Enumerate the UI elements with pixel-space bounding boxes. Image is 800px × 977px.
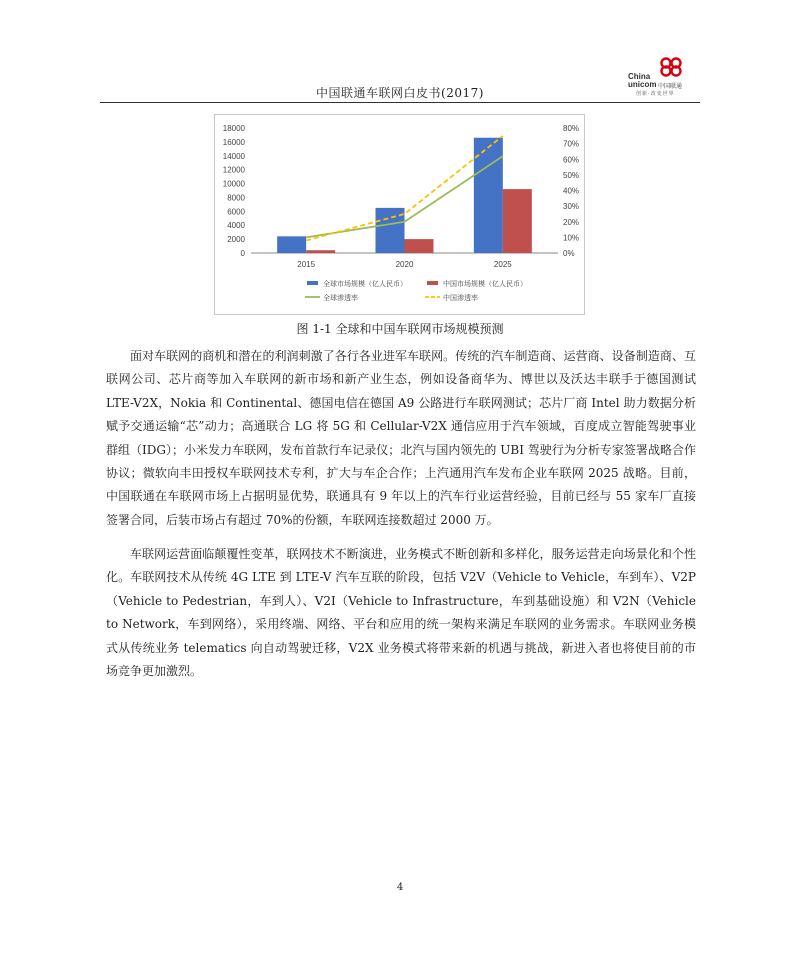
bar-china-2020 (405, 239, 434, 253)
y-tick-label: 12000 (222, 165, 245, 175)
unicom-knot-icon (658, 56, 684, 78)
header-divider (100, 102, 700, 103)
y2-tick-label: 20% (563, 217, 580, 227)
y2-tick-label: 10% (563, 233, 580, 243)
y2-tick-label: 50% (563, 170, 580, 180)
logo-text-en-1: China (628, 72, 651, 81)
legend-label: 全球市场规模（亿人民币） (323, 280, 407, 288)
body-paragraph-1: 面对车联网的商机和潜在的利润刺激了各行各业进军车联网。传统的汽车制造商、运营商、设备制造商、互联网公司、芯片商等加入车联网的新市场和新产业生态，例如设备商华为、博世以及沃达丰联手于德国测试 LTE-V2X，Nokia 和 Continental、德国电信在德国 A9 公路进行车联网测试；芯片厂商 Intel 助力数据分析赋予交通运输“芯”动力；高通联合 LG 将 5G 和 Cellular-V2X 通信应用于汽车领域，百度成立智能驾驶事业群组（IDG）；小米发力车联网，发布首款行车记录仪；北汽与国内领先的 UBI 驾驶行为分析专家签署战略合作协议；微软向丰田授权车联网技术专利，扩大与车企合作；上汽通用汽车发布企业车联网 2025 战略。目前，中国联通在车联网市场上占据明显优势，联通具有 9 年以上的汽车行业运营经验，目前已经与 55 家车厂直接签署合同，后装市场占有超过 70%的份额，车联网连接数超过 2000 万。 (106, 349, 696, 527)
page-number: 4 (396, 882, 404, 893)
y-tick-label: 14000 (222, 151, 245, 161)
x-tick-label: 2020 (395, 260, 414, 269)
y-tick-label: 10000 (222, 179, 245, 189)
y2-tick-label: 80% (563, 124, 580, 133)
y2-tick-label: 40% (563, 186, 580, 196)
bar-china-2025 (503, 189, 532, 253)
document-header-title: 中国联通车联网白皮书(2017) (316, 86, 484, 100)
legend-swatch (307, 281, 318, 285)
figure-caption: 图 1-1 全球和中国车联网市场规模预测 (296, 322, 504, 336)
bar-global-2015 (277, 236, 306, 253)
y2-tick-label: 70% (563, 139, 580, 149)
y-tick-label: 16000 (222, 137, 245, 147)
china-unicom-logo (628, 56, 688, 100)
logo-text-en-2: unicom (628, 80, 657, 89)
y-tick-label: 4000 (227, 221, 245, 231)
y-tick-label: 2000 (227, 235, 245, 245)
y-tick-label: 0 (240, 249, 245, 258)
legend-label: 中国市场规模（亿人民币） (443, 280, 527, 288)
y2-tick-label: 60% (563, 155, 580, 165)
x-tick-label: 2015 (297, 260, 316, 269)
y-tick-label: 6000 (227, 207, 245, 217)
legend-label: 中国渗透率 (443, 294, 478, 302)
legend-swatch (427, 281, 438, 285)
market-forecast-chart (214, 114, 585, 315)
logo-slogan: 创新·改变世界 (636, 91, 675, 97)
body-paragraph-2: 车联网运营面临颠覆性变革，联网技术不断演进，业务模式不断创新和多样化，服务运营走向场景化和个性化。车联网技术从传统 4G LTE 到 LTE-V 汽车互联的阶段，包括 V2V（Vehicle to Vehicle，车到车）、V2P（Vehicle to Pedestrian，车到人）、V2I（Vehicle to Infrastructure，车到基础设施）和 V2N（Vehicle to Network，车到网络），采用终端、网络、平台和应用的统一架构来满足车联网的业务需求。车联网业务模式从传统业务 telematics 向自动驾驶迁移，V2X 业务模式将带来新的机遇与挑战，新进入者也将使目前的市场竞争更加激烈。 (106, 547, 696, 679)
y-tick-label: 18000 (222, 124, 245, 133)
y-tick-label: 8000 (227, 193, 245, 203)
x-tick-label: 2025 (493, 260, 512, 269)
y2-tick-label: 30% (563, 202, 580, 212)
legend-label: 全球渗透率 (323, 294, 358, 302)
logo-text-cn: 中国联通 (658, 83, 683, 90)
bar-china-2015 (306, 250, 335, 253)
chart-canvas (215, 115, 584, 314)
y2-tick-label: 0% (563, 249, 575, 258)
